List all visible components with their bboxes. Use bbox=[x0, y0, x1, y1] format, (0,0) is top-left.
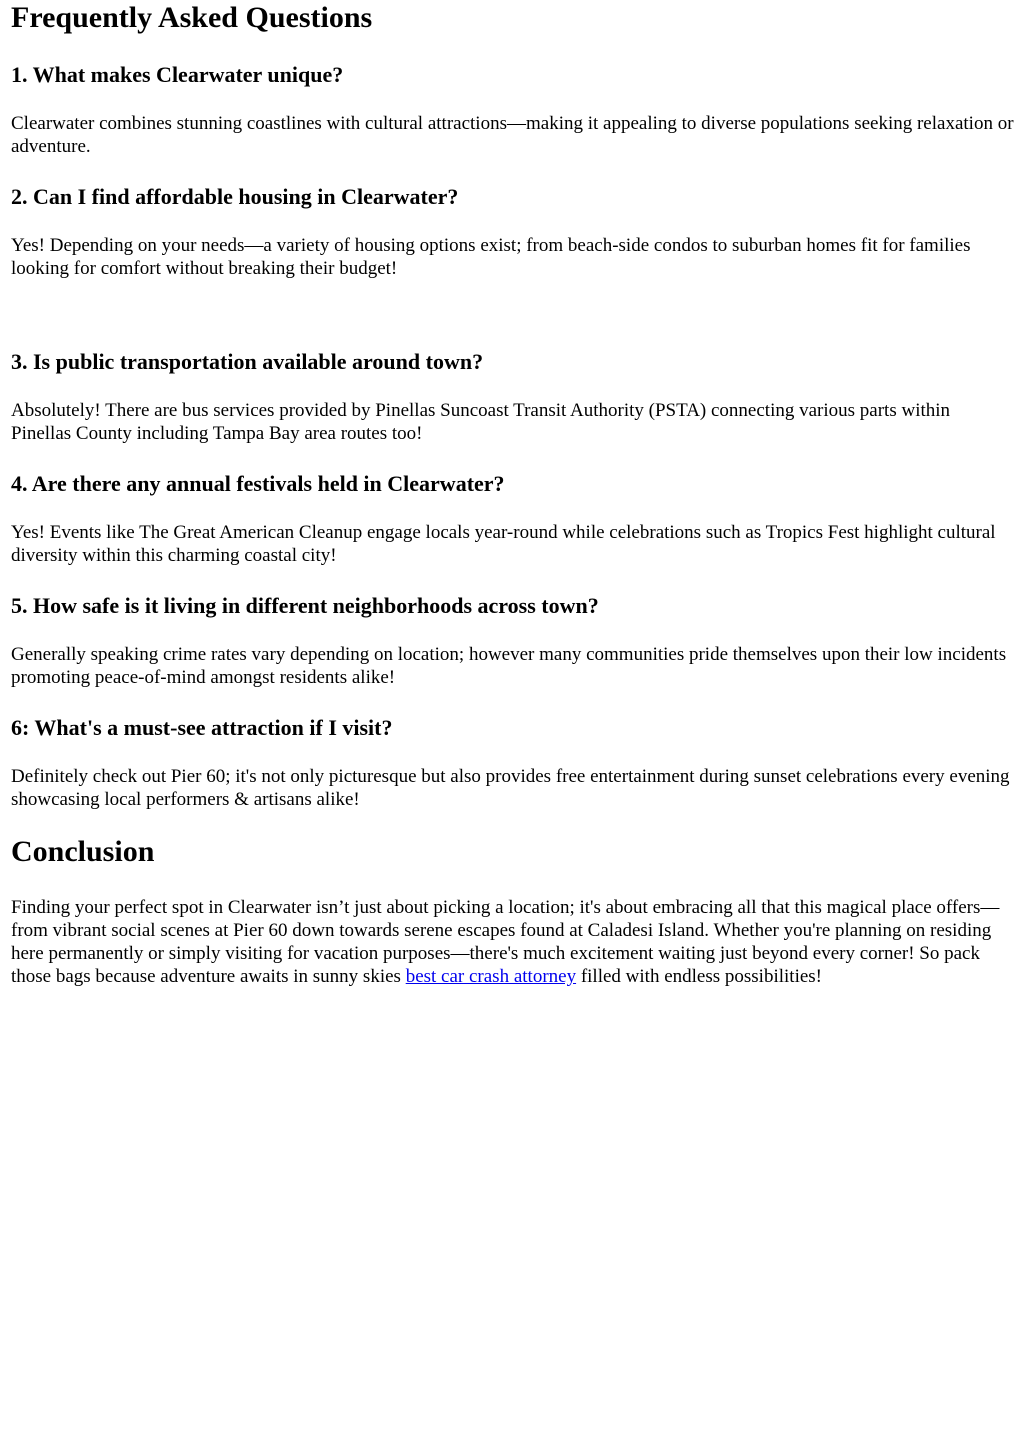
faq-answer-5: Generally speaking crime rates vary depending on location; however many communities pride themselves upon their low incidents promoting peace-of-mind amongst residents alike! bbox=[11, 644, 1007, 688]
article-content bbox=[11, 0, 1014, 988]
faq-question-3: 3. Is public transportation available around town? bbox=[11, 349, 484, 374]
conclusion-paragraph bbox=[11, 896, 1014, 988]
faq-question-6: 6: What's a must-see attraction if I visit? bbox=[11, 715, 393, 740]
conclusion-text-before-link: Finding your perfect spot in Clearwater isn’t just about picking a location; it's about embracing all that this magical place offers—from vibrant social scenes at Pier 60 down towards serene escapes found at Caladesi Island. Whether you're planning on residing here permanently or simply visiting for vacation purposes—there's much excitement waiting just beyond every corner! So pack those bags because adventure awaits in sunny skies bbox=[11, 897, 1000, 987]
conclusion-heading: Conclusion bbox=[11, 835, 155, 868]
faq-answer-4: Yes! Events like The Great American Cleanup engage locals year-round while celebrations such as Tropics Fest highlight cultural diversity within this charming coastal city! bbox=[11, 522, 996, 566]
attorney-link[interactable]: best car crash attorney bbox=[405, 966, 577, 987]
faq-answer-1: Clearwater combines stunning coastlines with cultural attractions—making it appealing to diverse populations seeking relaxation or adventure. bbox=[11, 113, 1014, 157]
faq-answer-3: Absolutely! There are bus services provided by Pinellas Suncoast Transit Authority (PSTA) connecting various parts within Pinellas County including Tampa Bay area routes too! bbox=[11, 400, 951, 444]
faq-question-4: 4. Are there any annual festivals held in Clearwater? bbox=[11, 471, 505, 496]
faq-answer-2: Yes! Depending on your needs—a variety of housing options exist; from beach-side condos to suburban homes fit for families looking for comfort without breaking their budget! bbox=[11, 235, 971, 279]
faq-question-5: 5. How safe is it living in different neighborhoods across town? bbox=[11, 593, 599, 618]
conclusion-text-after-link: filled with endless possibilities! bbox=[576, 966, 823, 987]
faq-answer-6: Definitely check out Pier 60; it's not only picturesque but also provides free entertainment during sunset celebrations every evening showcasing local performers & artisans alike! bbox=[11, 766, 1010, 810]
faq-question-2: 2. Can I find affordable housing in Clearwater? bbox=[11, 184, 459, 209]
faq-heading: Frequently Asked Questions bbox=[11, 1, 373, 34]
faq-question-1: 1. What makes Clearwater unique? bbox=[11, 62, 344, 87]
